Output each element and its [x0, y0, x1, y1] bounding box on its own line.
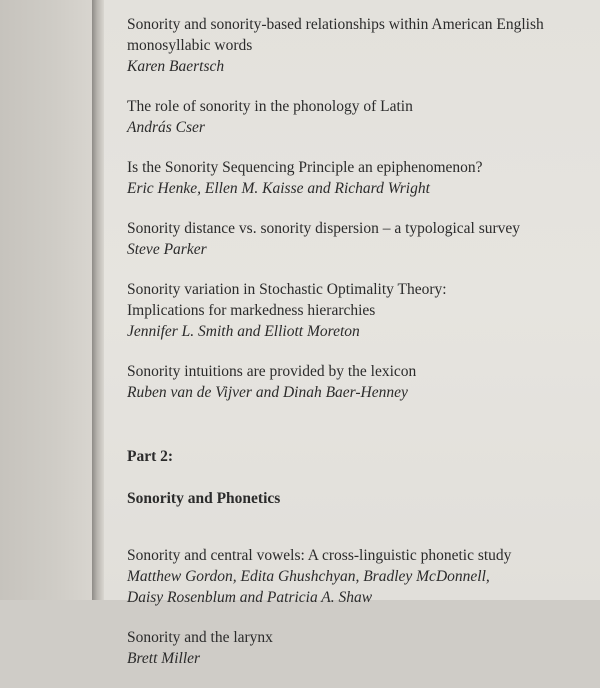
entry-author: András Cser [127, 119, 205, 136]
entry-author: Brett Miller [127, 650, 201, 667]
toc-entry-baertsch [127, 14, 587, 77]
table-of-contents [127, 14, 587, 688]
toc-entry-parker [127, 218, 587, 260]
entry-title: Sonority and sonority-based relationships within American English monosyllabic words [127, 16, 544, 54]
entry-title: Is the Sonority Sequencing Principle an epiphenomenon? [127, 159, 483, 176]
facing-page [0, 0, 92, 600]
book-gutter [92, 0, 104, 600]
entry-author: Steve Parker [127, 241, 207, 258]
entry-title: Sonority and the larynx [127, 629, 273, 646]
toc-entry-henke [127, 157, 587, 199]
entry-author: Karen Baertsch [127, 58, 225, 75]
toc-entry-miller [127, 627, 587, 669]
entry-author: Ruben van de Vijver and Dinah Baer-Henney [127, 384, 408, 401]
part-number: Part 2: [127, 448, 174, 465]
entry-title: Sonority intuitions are provided by the lexicon [127, 363, 417, 380]
entry-title: Sonority and central vowels: A cross-linguistic phonetic study [127, 547, 512, 564]
entry-author: Eric Henke, Ellen M. Kaisse and Richard Wright [127, 180, 430, 197]
toc-entry-gordon [127, 545, 587, 608]
entry-author: Matthew Gordon, Edita Ghushchyan, Bradley McDonnell, Daisy Rosenblum and Patricia A. Shaw [127, 568, 490, 606]
entry-title: Sonority variation in Stochastic Optimality Theory: Implications for markedness hierarchies [127, 281, 447, 319]
toc-entry-smith [127, 279, 587, 342]
part-title: Sonority and Phonetics [127, 490, 281, 507]
toc-entry-cser [127, 96, 587, 138]
part-heading [127, 425, 587, 530]
entry-title: Sonority distance vs. sonority dispersion – a typological survey [127, 220, 521, 237]
entry-author: Jennifer L. Smith and Elliott Moreton [127, 323, 360, 340]
entry-title: The role of sonority in the phonology of Latin [127, 98, 413, 115]
toc-entry-vijver [127, 361, 587, 403]
